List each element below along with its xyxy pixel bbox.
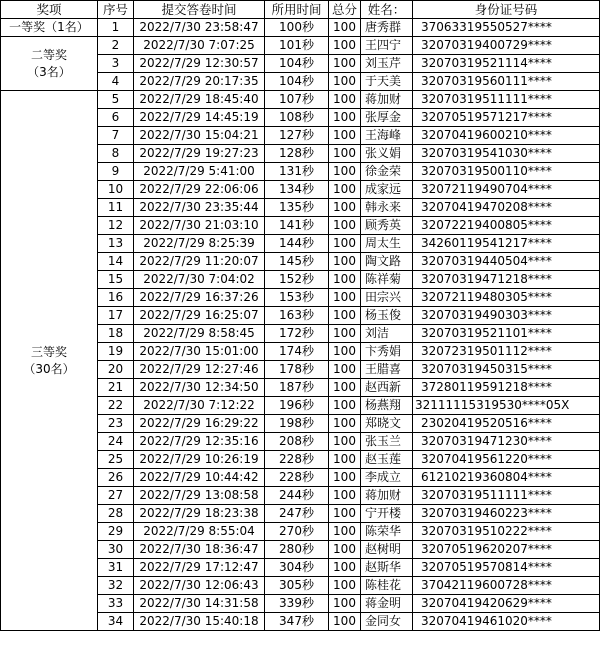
cell-name: 杨燕翔 xyxy=(361,397,413,415)
cell-no: 12 xyxy=(98,217,134,235)
cell-time: 2022/7/30 7:12:22 xyxy=(134,397,265,415)
cell-time: 2022/7/30 12:06:43 xyxy=(134,577,265,595)
cell-id: 32070319521114**** xyxy=(413,55,600,73)
cell-score: 100 xyxy=(329,73,361,91)
cell-id: 32070319521101**** xyxy=(413,325,600,343)
cell-id: 37063319550527**** xyxy=(413,19,600,37)
cell-id: 32072319501112**** xyxy=(413,343,600,361)
cell-no: 11 xyxy=(98,199,134,217)
cell-no: 20 xyxy=(98,361,134,379)
cell-no: 4 xyxy=(98,73,134,91)
cell-id: 32070519571217**** xyxy=(413,109,600,127)
award-cell xyxy=(1,37,98,91)
cell-id: 32070419461020**** xyxy=(413,613,600,631)
cell-id: 32070319471230**** xyxy=(413,433,600,451)
cell-duration: 131秒 xyxy=(265,163,329,181)
cell-no: 15 xyxy=(98,271,134,289)
cell-duration: 127秒 xyxy=(265,127,329,145)
cell-name: 张厚金 xyxy=(361,109,413,127)
cell-score: 100 xyxy=(329,91,361,109)
cell-name: 赵西新 xyxy=(361,379,413,397)
cell-duration: 144秒 xyxy=(265,235,329,253)
cell-score: 100 xyxy=(329,397,361,415)
cell-no: 16 xyxy=(98,289,134,307)
cell-score: 100 xyxy=(329,343,361,361)
cell-no: 19 xyxy=(98,343,134,361)
cell-no: 25 xyxy=(98,451,134,469)
cell-time: 2022/7/29 16:25:07 xyxy=(134,307,265,325)
cell-no: 23 xyxy=(98,415,134,433)
cell-time: 2022/7/30 21:03:10 xyxy=(134,217,265,235)
cell-name: 王四宁 xyxy=(361,37,413,55)
cell-name: 陈桂花 xyxy=(361,577,413,595)
cell-score: 100 xyxy=(329,361,361,379)
cell-name: 唐秀群 xyxy=(361,19,413,37)
header-row xyxy=(1,1,600,19)
award-name: 二等奖 xyxy=(30,47,67,62)
cell-no: 31 xyxy=(98,559,134,577)
cell-name: 卞秀娟 xyxy=(361,343,413,361)
cell-name: 李成立 xyxy=(361,469,413,487)
cell-id: 32070319510222**** xyxy=(413,523,600,541)
cell-time: 2022/7/29 14:45:19 xyxy=(134,109,265,127)
cell-duration: 196秒 xyxy=(265,397,329,415)
cell-name: 陶文路 xyxy=(361,253,413,271)
cell-duration: 134秒 xyxy=(265,181,329,199)
cell-score: 100 xyxy=(329,271,361,289)
cell-score: 100 xyxy=(329,307,361,325)
cell-id: 32070419420629**** xyxy=(413,595,600,613)
cell-id: 32070419561220**** xyxy=(413,451,600,469)
cell-id: 61210219360804**** xyxy=(413,469,600,487)
cell-score: 100 xyxy=(329,127,361,145)
cell-name: 成家远 xyxy=(361,181,413,199)
cell-id: 32070319450315**** xyxy=(413,361,600,379)
header-score: 总分 xyxy=(329,1,361,19)
cell-duration: 228秒 xyxy=(265,469,329,487)
cell-duration: 270秒 xyxy=(265,523,329,541)
cell-duration: 339秒 xyxy=(265,595,329,613)
cell-no: 10 xyxy=(98,181,134,199)
cell-no: 28 xyxy=(98,505,134,523)
cell-time: 2022/7/29 12:30:57 xyxy=(134,55,265,73)
award-name: 一等奖（1名） xyxy=(9,20,89,34)
cell-id: 32070519620207**** xyxy=(413,541,600,559)
cell-no: 30 xyxy=(98,541,134,559)
cell-id: 32111115319530****05X xyxy=(413,397,600,415)
cell-id: 32070519570814**** xyxy=(413,559,600,577)
cell-time: 2022/7/30 7:07:25 xyxy=(134,37,265,55)
cell-no: 2 xyxy=(98,37,134,55)
cell-id: 23020419520516**** xyxy=(413,415,600,433)
cell-score: 100 xyxy=(329,289,361,307)
cell-name: 赵树明 xyxy=(361,541,413,559)
cell-name: 于天美 xyxy=(361,73,413,91)
cell-duration: 145秒 xyxy=(265,253,329,271)
cell-time: 2022/7/29 11:20:07 xyxy=(134,253,265,271)
cell-duration: 104秒 xyxy=(265,55,329,73)
table-row xyxy=(1,91,600,109)
cell-time: 2022/7/29 19:27:23 xyxy=(134,145,265,163)
cell-name: 刘玉芹 xyxy=(361,55,413,73)
cell-duration: 280秒 xyxy=(265,541,329,559)
cell-score: 100 xyxy=(329,523,361,541)
cell-no: 24 xyxy=(98,433,134,451)
cell-duration: 101秒 xyxy=(265,37,329,55)
cell-no: 7 xyxy=(98,127,134,145)
award-name: 三等奖 xyxy=(30,344,67,359)
cell-id: 32070319471218**** xyxy=(413,271,600,289)
cell-duration: 100秒 xyxy=(265,19,329,37)
cell-duration: 198秒 xyxy=(265,415,329,433)
cell-no: 27 xyxy=(98,487,134,505)
cell-time: 2022/7/29 5:41:00 xyxy=(134,163,265,181)
cell-id: 32072119490704**** xyxy=(413,181,600,199)
cell-time: 2022/7/29 12:35:16 xyxy=(134,433,265,451)
cell-score: 100 xyxy=(329,541,361,559)
cell-id: 32070319560111**** xyxy=(413,73,600,91)
cell-name: 蒋金明 xyxy=(361,595,413,613)
cell-id: 37042119600728**** xyxy=(413,577,600,595)
cell-time: 2022/7/29 10:26:19 xyxy=(134,451,265,469)
cell-name: 张义娟 xyxy=(361,145,413,163)
cell-score: 100 xyxy=(329,379,361,397)
cell-id: 32070419600210**** xyxy=(413,127,600,145)
cell-time: 2022/7/30 15:04:21 xyxy=(134,127,265,145)
cell-duration: 107秒 xyxy=(265,91,329,109)
cell-score: 100 xyxy=(329,415,361,433)
cell-duration: 208秒 xyxy=(265,433,329,451)
cell-name: 徐金荣 xyxy=(361,163,413,181)
cell-score: 100 xyxy=(329,199,361,217)
cell-duration: 187秒 xyxy=(265,379,329,397)
cell-name: 韩永来 xyxy=(361,199,413,217)
cell-no: 33 xyxy=(98,595,134,613)
cell-score: 100 xyxy=(329,325,361,343)
cell-time: 2022/7/30 23:58:47 xyxy=(134,19,265,37)
cell-time: 2022/7/30 14:31:58 xyxy=(134,595,265,613)
cell-name: 田宗兴 xyxy=(361,289,413,307)
cell-id: 32070319511111**** xyxy=(413,487,600,505)
cell-duration: 152秒 xyxy=(265,271,329,289)
cell-id: 32070319500110**** xyxy=(413,163,600,181)
cell-id: 32070319460223**** xyxy=(413,505,600,523)
cell-time: 2022/7/30 12:34:50 xyxy=(134,379,265,397)
award-count: （30名） xyxy=(23,361,75,376)
header-time: 提交答卷时间 xyxy=(134,1,265,19)
cell-score: 100 xyxy=(329,433,361,451)
cell-score: 100 xyxy=(329,559,361,577)
cell-duration: 108秒 xyxy=(265,109,329,127)
cell-name: 宁开楼 xyxy=(361,505,413,523)
cell-score: 100 xyxy=(329,577,361,595)
cell-name: 张玉兰 xyxy=(361,433,413,451)
cell-score: 100 xyxy=(329,37,361,55)
cell-score: 100 xyxy=(329,469,361,487)
cell-score: 100 xyxy=(329,109,361,127)
cell-duration: 305秒 xyxy=(265,577,329,595)
cell-id: 32070419470208**** xyxy=(413,199,600,217)
award-cell xyxy=(1,91,98,631)
cell-duration: 347秒 xyxy=(265,613,329,631)
cell-time: 2022/7/29 22:06:06 xyxy=(134,181,265,199)
cell-time: 2022/7/30 7:04:02 xyxy=(134,271,265,289)
cell-score: 100 xyxy=(329,181,361,199)
cell-no: 17 xyxy=(98,307,134,325)
cell-no: 29 xyxy=(98,523,134,541)
cell-time: 2022/7/29 8:25:39 xyxy=(134,235,265,253)
cell-id: 32070319490303**** xyxy=(413,307,600,325)
cell-name: 赵玉莲 xyxy=(361,451,413,469)
cell-duration: 104秒 xyxy=(265,73,329,91)
cell-name: 王海峰 xyxy=(361,127,413,145)
cell-duration: 178秒 xyxy=(265,361,329,379)
cell-time: 2022/7/29 10:44:42 xyxy=(134,469,265,487)
table-row xyxy=(1,37,600,55)
cell-score: 100 xyxy=(329,217,361,235)
cell-name: 刘洁 xyxy=(361,325,413,343)
cell-time: 2022/7/29 8:58:45 xyxy=(134,325,265,343)
cell-id: 37280119591218**** xyxy=(413,379,600,397)
table-row xyxy=(1,19,600,37)
cell-no: 3 xyxy=(98,55,134,73)
cell-score: 100 xyxy=(329,505,361,523)
cell-duration: 172秒 xyxy=(265,325,329,343)
cell-time: 2022/7/29 18:45:40 xyxy=(134,91,265,109)
cell-no: 34 xyxy=(98,613,134,631)
cell-duration: 128秒 xyxy=(265,145,329,163)
cell-no: 13 xyxy=(98,235,134,253)
cell-score: 100 xyxy=(329,451,361,469)
cell-time: 2022/7/29 17:12:47 xyxy=(134,559,265,577)
cell-duration: 163秒 xyxy=(265,307,329,325)
cell-duration: 228秒 xyxy=(265,451,329,469)
cell-time: 2022/7/30 15:01:00 xyxy=(134,343,265,361)
cell-id: 32070319440504**** xyxy=(413,253,600,271)
cell-time: 2022/7/30 18:36:47 xyxy=(134,541,265,559)
header-name: 姓名： xyxy=(361,1,413,19)
cell-no: 5 xyxy=(98,91,134,109)
cell-name: 陈荣华 xyxy=(361,523,413,541)
cell-score: 100 xyxy=(329,235,361,253)
cell-no: 1 xyxy=(98,19,134,37)
cell-name: 金同女 xyxy=(361,613,413,631)
cell-no: 8 xyxy=(98,145,134,163)
cell-no: 26 xyxy=(98,469,134,487)
cell-time: 2022/7/29 12:27:46 xyxy=(134,361,265,379)
header-id: 身份证号码 xyxy=(413,1,600,19)
cell-id: 32070319400729**** xyxy=(413,37,600,55)
cell-duration: 247秒 xyxy=(265,505,329,523)
award-cell xyxy=(1,19,98,37)
cell-name: 蒋加财 xyxy=(361,487,413,505)
cell-id: 32072219400805**** xyxy=(413,217,600,235)
header-duration: 所用时间 xyxy=(265,1,329,19)
cell-name: 王腊喜 xyxy=(361,361,413,379)
cell-name: 杨玉俊 xyxy=(361,307,413,325)
cell-id: 32070319511111**** xyxy=(413,91,600,109)
cell-score: 100 xyxy=(329,613,361,631)
cell-no: 9 xyxy=(98,163,134,181)
cell-name: 顾秀英 xyxy=(361,217,413,235)
cell-no: 22 xyxy=(98,397,134,415)
header-award: 奖项 xyxy=(1,1,98,19)
cell-name: 赵斯华 xyxy=(361,559,413,577)
cell-id: 32072119480305**** xyxy=(413,289,600,307)
cell-no: 6 xyxy=(98,109,134,127)
cell-id: 32070319541030**** xyxy=(413,145,600,163)
header-no: 序号 xyxy=(98,1,134,19)
cell-score: 100 xyxy=(329,19,361,37)
cell-no: 18 xyxy=(98,325,134,343)
cell-score: 100 xyxy=(329,145,361,163)
cell-duration: 141秒 xyxy=(265,217,329,235)
cell-name: 蒋加财 xyxy=(361,91,413,109)
cell-time: 2022/7/29 8:55:04 xyxy=(134,523,265,541)
cell-time: 2022/7/29 16:29:22 xyxy=(134,415,265,433)
cell-time: 2022/7/29 16:37:26 xyxy=(134,289,265,307)
award-count: （3名） xyxy=(27,64,71,79)
cell-time: 2022/7/29 18:23:38 xyxy=(134,505,265,523)
cell-score: 100 xyxy=(329,55,361,73)
cell-duration: 304秒 xyxy=(265,559,329,577)
cell-score: 100 xyxy=(329,253,361,271)
cell-name: 周太生 xyxy=(361,235,413,253)
cell-time: 2022/7/29 13:08:58 xyxy=(134,487,265,505)
cell-no: 14 xyxy=(98,253,134,271)
cell-score: 100 xyxy=(329,163,361,181)
cell-time: 2022/7/30 23:35:44 xyxy=(134,199,265,217)
cell-duration: 174秒 xyxy=(265,343,329,361)
cell-time: 2022/7/30 15:40:18 xyxy=(134,613,265,631)
cell-name: 陈祥菊 xyxy=(361,271,413,289)
cell-score: 100 xyxy=(329,595,361,613)
cell-score: 100 xyxy=(329,487,361,505)
cell-time: 2022/7/29 20:17:35 xyxy=(134,73,265,91)
cell-no: 21 xyxy=(98,379,134,397)
cell-id: 34260119541217**** xyxy=(413,235,600,253)
cell-duration: 244秒 xyxy=(265,487,329,505)
cell-name: 郑晓文 xyxy=(361,415,413,433)
cell-duration: 135秒 xyxy=(265,199,329,217)
cell-no: 32 xyxy=(98,577,134,595)
cell-duration: 153秒 xyxy=(265,289,329,307)
